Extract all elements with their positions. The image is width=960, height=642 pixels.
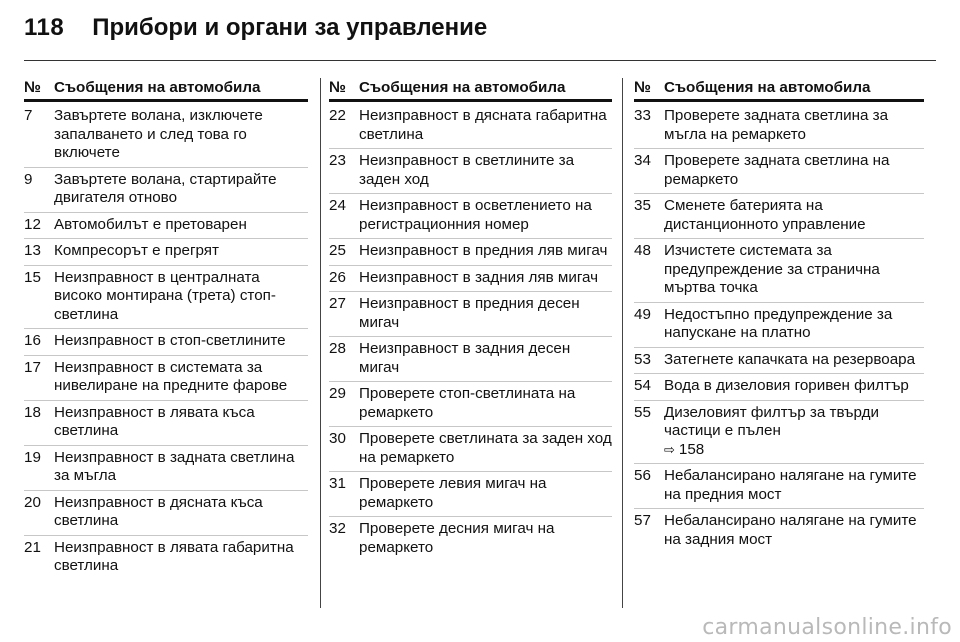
message-text xyxy=(664,404,924,460)
message-number: 32 xyxy=(329,520,346,537)
message-number: 22 xyxy=(329,107,346,124)
message-number: 26 xyxy=(329,268,346,286)
table-row xyxy=(329,292,612,337)
table-row xyxy=(329,149,612,194)
message-label: Неизправност в лявата габаритна светлина xyxy=(54,538,294,574)
message-label: Проверете десния мигач на ремаркето xyxy=(359,520,555,556)
table-row xyxy=(634,509,924,553)
message-text xyxy=(664,351,924,370)
message-label: Неизправност в светлините за заден ход xyxy=(359,152,575,188)
header-message: Съобщения на автомобила xyxy=(359,79,566,96)
column-header xyxy=(329,78,612,102)
header-message: Съобщения на автомобила xyxy=(664,79,871,96)
message-number: 23 xyxy=(329,152,346,169)
message-label: Небалансирано налягане на гумите на предния мост xyxy=(664,467,917,503)
table-row xyxy=(634,239,924,303)
table-row xyxy=(24,401,308,446)
message-label: Неизправност в дясната габаритна светлина xyxy=(359,107,607,143)
page-reference[interactable]: 158 xyxy=(678,440,705,458)
message-label: Проверете левия мигач на ремаркето xyxy=(359,475,547,511)
message-number: 35 xyxy=(634,197,651,214)
message-text xyxy=(359,520,612,557)
message-number: 15 xyxy=(24,268,41,286)
message-text xyxy=(359,475,612,512)
message-label: Неизправност в лявата къса светлина xyxy=(54,403,255,439)
message-text xyxy=(54,107,308,163)
message-text xyxy=(54,359,308,396)
message-label: Неизправност в задния ляв мигач xyxy=(359,268,599,286)
message-number: 7 xyxy=(24,107,33,124)
table-row xyxy=(634,104,924,149)
message-number: 9 xyxy=(24,170,33,188)
table-row xyxy=(24,168,308,213)
message-text xyxy=(54,332,308,351)
message-text xyxy=(664,377,924,396)
table-row xyxy=(634,374,924,401)
header-number: № xyxy=(634,79,651,96)
message-number: 17 xyxy=(24,358,41,376)
table-row xyxy=(634,194,924,239)
messages-table xyxy=(24,78,936,608)
message-number: 53 xyxy=(634,350,651,368)
message-label: Неизправност в задната светлина за мъгла xyxy=(54,448,295,484)
table-row xyxy=(329,239,612,266)
message-number: 30 xyxy=(329,430,346,447)
message-label: Неизправност в дясната къса светлина xyxy=(54,493,263,529)
message-text xyxy=(54,494,308,531)
message-label: Неизправност в стоп-светлините xyxy=(54,332,286,349)
message-label: Недостъпно предупреждение за напускане на платно xyxy=(664,305,893,341)
message-label: Сменете батерията на дистанционното управление xyxy=(664,197,866,233)
column-divider xyxy=(622,78,623,608)
table-row xyxy=(329,266,612,293)
message-label: Вода в дизеловия горивен филтър xyxy=(664,377,909,394)
column-divider xyxy=(320,78,321,608)
message-label: Небалансирано налягане на гумите на задния мост xyxy=(664,512,917,548)
message-text xyxy=(359,107,612,144)
message-label: Изчистете системата за предупреждение за странична мъртва точка xyxy=(664,242,880,296)
message-text xyxy=(664,467,924,504)
message-text xyxy=(359,340,612,377)
message-label: Неизправност в системата за нивелиране на предните фарове xyxy=(54,358,288,394)
message-number: 57 xyxy=(634,512,651,529)
message-number: 20 xyxy=(24,493,41,511)
message-label: Дизеловият филтър за твърди частици е пълен xyxy=(664,403,879,439)
table-column-1 xyxy=(24,78,308,608)
message-label: Проверете задната светлина на ремаркето xyxy=(664,152,890,188)
message-label: Неизправност в задния десен мигач xyxy=(359,340,571,376)
table-row xyxy=(24,213,308,240)
message-label: Неизправност в предния десен мигач xyxy=(359,295,580,331)
message-number: 29 xyxy=(329,385,346,402)
message-number: 54 xyxy=(634,377,651,394)
message-label: Неизправност в централната високо монтирана (трета) стоп-светлина xyxy=(54,268,276,323)
message-number: 56 xyxy=(634,467,651,484)
message-number: 48 xyxy=(634,242,651,259)
message-number: 12 xyxy=(24,215,41,233)
message-number: 55 xyxy=(634,403,651,421)
table-row xyxy=(24,239,308,266)
message-label: Автомобилът е претоварен xyxy=(54,215,247,233)
table-row xyxy=(329,104,612,149)
message-label: Завъртете волана, изключете запалването и след това го включете xyxy=(54,107,263,161)
table-row xyxy=(634,348,924,375)
message-text xyxy=(54,216,308,235)
table-row xyxy=(634,303,924,348)
message-text xyxy=(359,269,612,288)
table-row xyxy=(24,329,308,356)
message-number: 49 xyxy=(634,305,651,323)
page-header xyxy=(24,14,487,52)
message-number: 31 xyxy=(329,475,346,492)
header-message: Съобщения на автомобила xyxy=(54,79,261,96)
message-text xyxy=(664,242,924,298)
message-number: 33 xyxy=(634,107,651,124)
table-row xyxy=(24,446,308,491)
header-number: № xyxy=(329,79,346,96)
table-row xyxy=(329,382,612,427)
message-number: 13 xyxy=(24,242,41,259)
table-row xyxy=(329,194,612,239)
table-row xyxy=(24,536,308,580)
watermark: carmanualsonline.info xyxy=(702,615,952,640)
message-number: 21 xyxy=(24,538,41,556)
table-row xyxy=(634,149,924,194)
message-text xyxy=(359,152,612,189)
table-column-3 xyxy=(634,78,924,608)
message-number: 19 xyxy=(24,448,41,466)
message-label: Компресорът е прегрят xyxy=(54,242,219,259)
message-number: 27 xyxy=(329,295,346,312)
message-label: Проверете задната светлина за мъгла на ремаркето xyxy=(664,107,889,143)
message-text xyxy=(664,107,924,144)
message-text xyxy=(359,197,612,234)
table-row xyxy=(24,491,308,536)
message-label: Затегнете капачката на резервоара xyxy=(664,350,916,368)
message-label: Проверете светлината за заден ход на ремаркето xyxy=(359,430,612,466)
message-number: 28 xyxy=(329,340,346,357)
table-row xyxy=(634,464,924,509)
message-text xyxy=(359,430,612,467)
message-text xyxy=(54,171,308,208)
message-label: Проверете стоп-светлината на ремаркето xyxy=(359,385,576,421)
message-text xyxy=(54,539,308,576)
message-number: 25 xyxy=(329,242,346,259)
message-label: Неизправност в предния ляв мигач xyxy=(359,242,608,259)
header-rule xyxy=(24,60,936,61)
table-row xyxy=(329,427,612,472)
table-row xyxy=(329,472,612,517)
page-title: Прибори и органи за управление xyxy=(92,14,488,41)
message-number: 34 xyxy=(634,152,651,169)
message-text xyxy=(54,242,308,261)
message-text xyxy=(359,242,612,261)
message-text xyxy=(664,197,924,234)
table-row xyxy=(634,401,924,465)
table-row xyxy=(24,356,308,401)
message-text xyxy=(359,295,612,332)
message-text xyxy=(664,306,924,343)
message-number: 24 xyxy=(329,197,346,214)
message-number: 16 xyxy=(24,332,41,349)
column-header xyxy=(24,78,308,102)
message-label: Завъртете волана, стартирайте двигателя отново xyxy=(54,170,277,206)
message-label: Неизправност в осветлението на регистрационния номер xyxy=(359,197,592,233)
table-row xyxy=(329,517,612,561)
message-text xyxy=(664,512,924,549)
column-header xyxy=(634,78,924,102)
message-text xyxy=(54,404,308,441)
page-ref-arrow-icon: ⇨ xyxy=(664,441,675,457)
message-text xyxy=(54,449,308,486)
table-row xyxy=(24,266,308,330)
message-text xyxy=(664,152,924,189)
message-text xyxy=(54,269,308,325)
table-row xyxy=(329,337,612,382)
page-number: 118 xyxy=(24,14,65,41)
table-column-2 xyxy=(329,78,612,608)
header-number: № xyxy=(24,79,41,96)
message-number: 18 xyxy=(24,403,41,421)
message-text xyxy=(359,385,612,422)
table-row xyxy=(24,104,308,168)
